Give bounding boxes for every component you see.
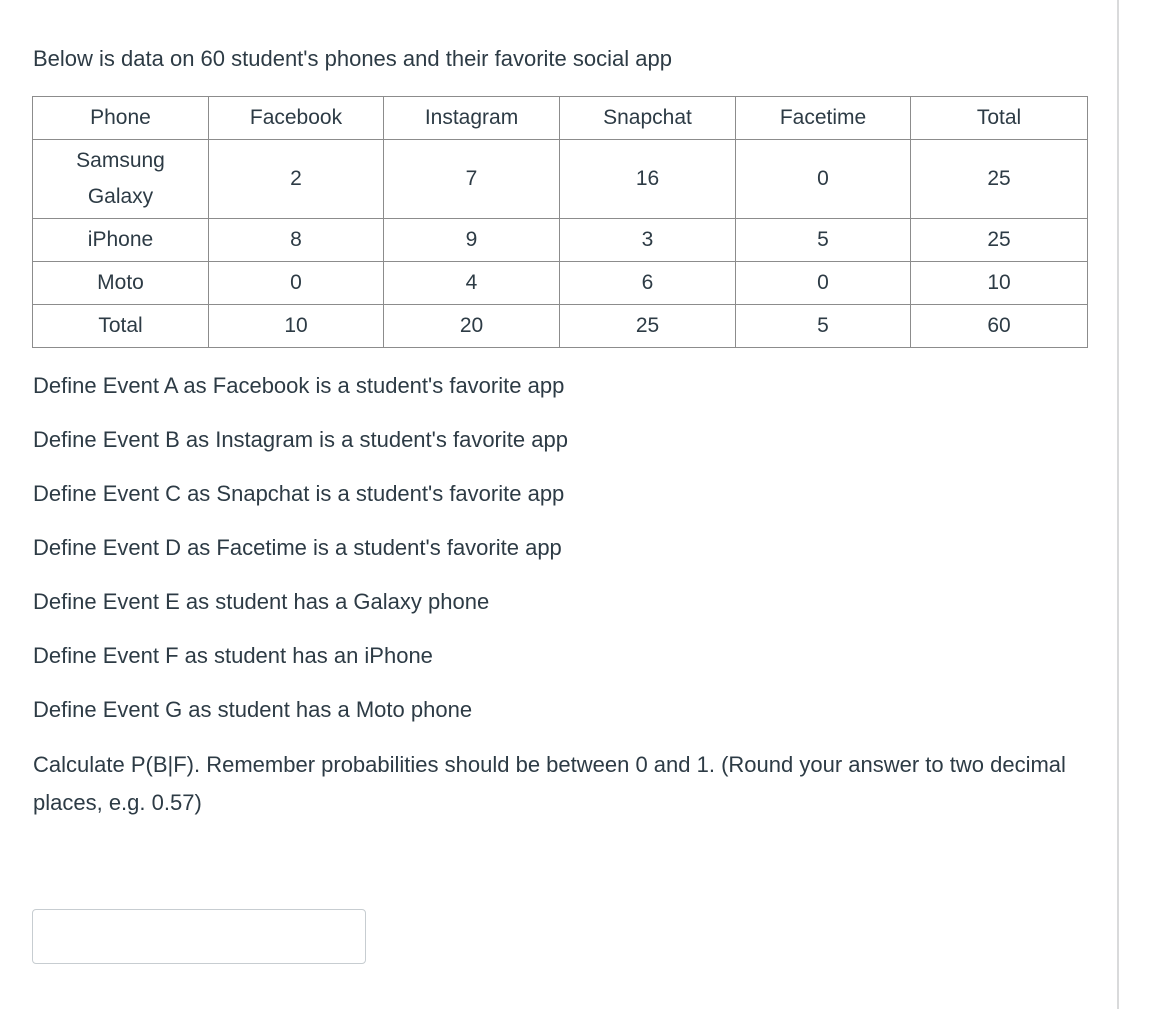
row-label	[33, 140, 209, 219]
row-label-line2: Galaxy	[87, 185, 154, 208]
cell-facetime: 5	[736, 305, 911, 348]
header-facebook: Facebook	[209, 97, 384, 140]
event-d-definition: Define Event D as Facetime is a student's favorite app	[33, 535, 562, 560]
cell-facebook: 0	[209, 262, 384, 305]
cell-instagram: 4	[384, 262, 560, 305]
cell-snapchat: 6	[560, 262, 736, 305]
header-snapchat: Snapchat	[560, 97, 736, 140]
right-border-rule	[1117, 0, 1119, 1009]
cell-total: 60	[911, 305, 1088, 348]
cell-snapchat: 25	[560, 305, 736, 348]
cell-total: 25	[911, 219, 1088, 262]
table-row	[33, 305, 1088, 348]
cell-facetime: 0	[736, 262, 911, 305]
event-f-definition: Define Event F as student has an iPhone	[33, 643, 433, 668]
cell-facetime: 0	[736, 140, 911, 219]
table-row	[33, 219, 1088, 262]
row-label: iPhone	[33, 219, 209, 262]
event-a-definition: Define Event A as Facebook is a student's favorite app	[33, 373, 565, 398]
row-label: Moto	[33, 262, 209, 305]
cell-total: 10	[911, 262, 1088, 305]
event-c-definition: Define Event C as Snapchat is a student's favorite app	[33, 481, 565, 506]
cell-snapchat: 3	[560, 219, 736, 262]
cell-instagram: 20	[384, 305, 560, 348]
event-b-definition: Define Event B as Instagram is a student's favorite app	[33, 427, 568, 452]
cell-snapchat: 16	[560, 140, 736, 219]
intro-text: Below is data on 60 student's phones and their favorite social app	[33, 46, 672, 71]
cell-facetime: 5	[736, 219, 911, 262]
header-instagram: Instagram	[384, 97, 560, 140]
event-e-definition: Define Event E as student has a Galaxy phone	[33, 589, 490, 614]
table-row	[33, 262, 1088, 305]
cell-total: 25	[911, 140, 1088, 219]
cell-instagram: 9	[384, 219, 560, 262]
cell-facebook: 2	[209, 140, 384, 219]
header-facetime: Facetime	[736, 97, 911, 140]
header-total: Total	[911, 97, 1088, 140]
table-header-row	[33, 97, 1088, 140]
cell-facebook: 8	[209, 219, 384, 262]
event-g-definition: Define Event G as student has a Moto phone	[33, 697, 473, 722]
answer-input[interactable]	[32, 909, 366, 964]
row-label: Total	[33, 305, 209, 348]
question-text: Calculate P(B|F). Remember probabilities should be between 0 and 1. (Round your answer to two decimal places, e.g. 0.57)	[33, 752, 1066, 815]
header-phone: Phone	[33, 97, 209, 140]
row-label-line1: Samsung	[76, 149, 165, 172]
table-row	[33, 140, 1088, 219]
cell-instagram: 7	[384, 140, 560, 219]
data-table	[32, 96, 1088, 348]
event-definitions	[33, 370, 1073, 748]
cell-facebook: 10	[209, 305, 384, 348]
